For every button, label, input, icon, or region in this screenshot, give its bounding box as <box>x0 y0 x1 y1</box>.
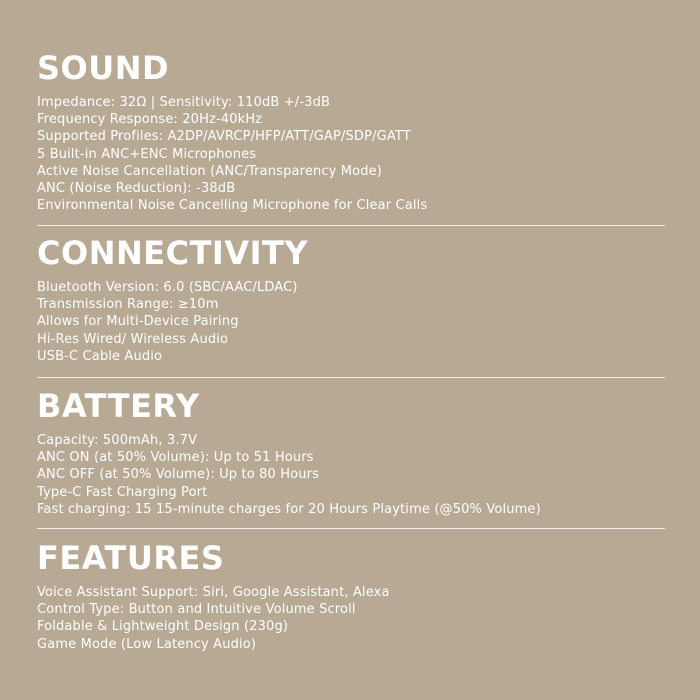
section-divider <box>37 528 665 529</box>
spec-line: Active Noise Cancellation (ANC/Transparency Mode) <box>37 163 383 179</box>
spec-line: Capacity: 500mAh, 3.7V <box>37 433 198 448</box>
spec-line: ANC ON (at 50% Volume): Up to 51 Hours <box>37 450 314 466</box>
spec-line: Allows for Multi-Device Pairing <box>37 314 239 330</box>
section-battery <box>37 388 665 518</box>
spec-line: Supported Profiles: A2DP/AVRCP/HFP/ATT/GAP/SDP/GATT <box>37 129 411 145</box>
spec-line: Voice Assistant Support: Siri, Google Assistant, Alexa <box>37 585 390 600</box>
spec-line: Control Type: Button and Intuitive Volume Scroll <box>37 602 356 618</box>
spec-line: Impedance: 32Ω | Sensitivity: 110dB +/-3dB <box>37 95 331 110</box>
spec-line: ANC OFF (at 50% Volume): Up to 80 Hours <box>37 467 320 483</box>
spec-line: Fast charging: 15 15-minute charges for 20 Hours Playtime (@50% Volume) <box>37 501 541 517</box>
section-heading-connectivity: CONNECTIVITY <box>37 234 308 272</box>
section-features <box>37 540 665 653</box>
spec-line: Hi-Res Wired/ Wireless Audio <box>37 331 229 347</box>
section-divider <box>37 225 665 226</box>
section-heading-battery: BATTERY <box>37 387 200 425</box>
section-divider <box>37 377 665 378</box>
spec-line: 5 Built-in ANC+ENC Microphones <box>37 146 257 162</box>
spec-line: Frequency Response: 20Hz-40kHz <box>37 112 263 128</box>
spec-line: Type-C Fast Charging Port <box>37 484 208 500</box>
spec-line: Bluetooth Version: 6.0 (SBC/AAC/LDAC) <box>37 280 298 295</box>
section-heading-sound: SOUND <box>37 49 170 87</box>
spec-line: Game Mode (Low Latency Audio) <box>37 636 257 652</box>
spec-list-connectivity <box>37 279 665 365</box>
spec-line: Transmission Range: ≥10m <box>37 297 219 313</box>
spec-line: Foldable & Lightweight Design (230g) <box>37 619 289 635</box>
spec-line: ANC (Noise Reduction): -38dB <box>37 181 236 197</box>
spec-line: USB-C Cable Audio <box>37 348 163 364</box>
spec-line: Environmental Noise Cancelling Microphone for Clear Calls <box>37 198 428 214</box>
section-sound <box>37 50 665 214</box>
section-connectivity <box>37 235 665 365</box>
spec-list-features <box>37 584 665 653</box>
spec-list-battery <box>37 432 665 518</box>
spec-list-sound <box>37 94 665 214</box>
section-heading-features: FEATURES <box>37 539 225 577</box>
